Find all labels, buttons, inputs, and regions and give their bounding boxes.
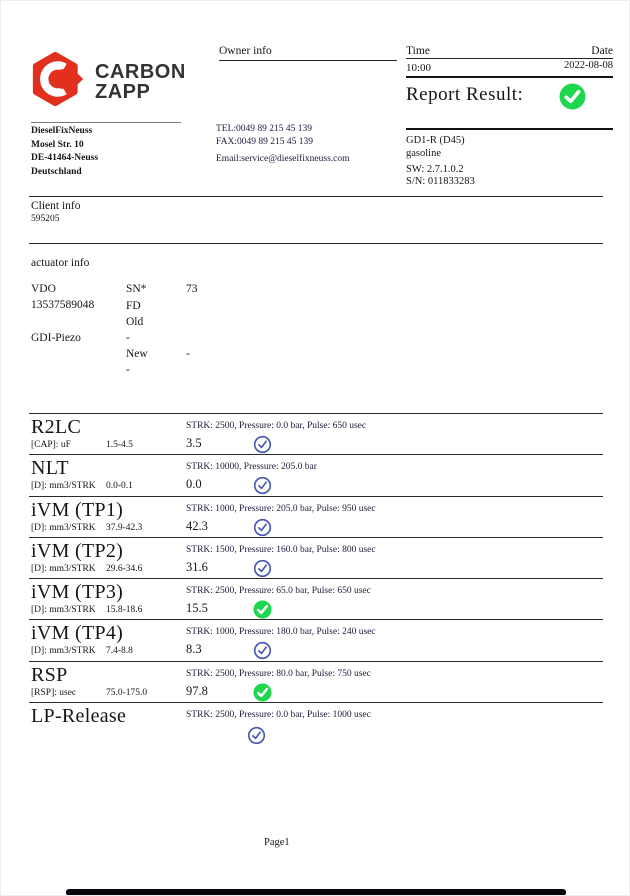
test-unit-label: [RSP]: usec xyxy=(31,687,77,698)
owner-info-heading: Owner info xyxy=(219,45,397,61)
test-value: 15.5 xyxy=(186,601,208,616)
test-value: 3.5 xyxy=(186,436,202,450)
test-parameters: STRK: 1500, Pressure: 160.0 bar, Pulse: 800 usec xyxy=(186,544,376,555)
test-parameters: STRK: 1000, Pressure: 205.0 bar, Pulse: 950 usec xyxy=(186,503,376,514)
owner-country: Deutschland xyxy=(31,166,82,177)
test-range: 1.5-4.5 xyxy=(106,440,133,450)
actuator-info-heading: actuator info xyxy=(31,257,90,269)
test-parameters: STRK: 10000, Pressure: 205.0 bar xyxy=(186,462,317,473)
test-row xyxy=(29,413,603,454)
test-row xyxy=(29,496,603,537)
actuator-part-number: 13537589048 xyxy=(31,299,95,311)
test-name: R2LC xyxy=(31,416,82,438)
test-row xyxy=(29,619,603,660)
test-name: NLT xyxy=(31,457,69,480)
test-name: iVM (TP3) xyxy=(31,581,124,604)
test-unit-label: [D]: mm3/STRK xyxy=(31,522,96,533)
test-parameters: STRK: 2500, Pressure: 0.0 bar, Pulse: 1000 usec xyxy=(186,710,371,721)
section-divider xyxy=(29,243,603,244)
test-range: 0.0-0.1 xyxy=(106,481,133,492)
test-row xyxy=(29,702,603,743)
test-unit-label: [D]: mm3/STRK xyxy=(31,646,96,657)
test-value: 8.3 xyxy=(186,642,202,657)
test-range: 29.6-34.6 xyxy=(106,563,143,574)
client-id: 595205 xyxy=(31,214,60,224)
test-unit-label: [D]: mm3/STRK xyxy=(31,481,96,492)
test-table xyxy=(29,413,603,743)
actuator-fd-label: FD xyxy=(126,300,141,312)
owner-tel: TEL:0049 89 215 45 139 xyxy=(216,124,313,134)
client-info-heading: Client info xyxy=(31,200,81,212)
actuator-new-value: - xyxy=(186,348,190,360)
pass-check-icon xyxy=(253,476,272,495)
test-name: iVM (TP4) xyxy=(31,622,124,645)
owner-name: DieselFixNeuss xyxy=(31,126,93,136)
section-divider xyxy=(29,196,603,197)
test-unit-label: [D]: mm3/STRK xyxy=(31,605,96,616)
machine-serial: S/N: 011833283 xyxy=(406,176,475,187)
actuator-sn-value: 73 xyxy=(186,283,198,295)
test-name: iVM (TP1) xyxy=(31,498,124,521)
actuator-brand: VDO xyxy=(31,283,56,295)
pass-check-icon xyxy=(253,641,272,660)
time-label: Time xyxy=(406,45,430,57)
test-range: 7.4-8.8 xyxy=(106,646,133,657)
owner-email: Email:service@dieselfixneuss.com xyxy=(216,154,350,164)
owner-city: DE-41464-Neuss xyxy=(31,153,99,163)
test-parameters: STRK: 2500, Pressure: 65.0 bar, Pulse: 650 usec xyxy=(186,586,371,597)
machine-software: SW: 2.7.1.0.2 xyxy=(406,164,464,175)
time-date-block xyxy=(406,45,613,78)
actuator-sn-label: SN* xyxy=(126,283,147,295)
test-value: 31.6 xyxy=(186,559,208,574)
test-name: iVM (TP2) xyxy=(31,539,124,562)
test-value: 0.0 xyxy=(186,477,202,492)
bottom-nav-bar[interactable] xyxy=(66,889,566,896)
owner-fax: FAX:0049 89 215 45 139 xyxy=(216,137,313,147)
test-range: 15.8-18.6 xyxy=(106,605,143,616)
report-result-pass-icon xyxy=(559,83,586,115)
carbon-zapp-logo-icon xyxy=(31,51,87,112)
test-value: 97.8 xyxy=(186,683,208,698)
logo-wordmark: CARBON ZAPP xyxy=(95,60,186,103)
pass-check-icon xyxy=(253,559,272,578)
test-range: 37.9-42.3 xyxy=(106,522,143,533)
test-value: 42.3 xyxy=(186,518,208,533)
date-label: Date xyxy=(591,45,613,57)
actuator-old-label: Old xyxy=(126,316,144,328)
machine-divider xyxy=(406,128,613,130)
actuator-fd-value: - xyxy=(126,364,130,376)
test-row xyxy=(29,537,603,578)
owner-street: Mosel Str. 10 xyxy=(31,139,84,150)
pass-check-icon xyxy=(253,435,272,454)
machine-fuel: gasoline xyxy=(406,148,441,159)
machine-info xyxy=(406,134,475,188)
actuator-new-label: New xyxy=(126,348,148,360)
test-row xyxy=(29,661,603,702)
page-number: Page1 xyxy=(264,837,290,848)
time-value: 10:00 xyxy=(406,62,432,74)
report-result-label: Report Result: xyxy=(406,84,524,105)
machine-model: GD1-R (D45) xyxy=(406,135,465,146)
test-name: LP-Release xyxy=(31,705,127,728)
test-unit-label: [CAP]: uF xyxy=(31,440,71,450)
test-parameters: STRK: 1000, Pressure: 180.0 bar, Pulse: 240 usec xyxy=(186,627,376,638)
test-unit-label: [D]: mm3/STRK xyxy=(31,563,96,574)
test-row xyxy=(29,454,603,495)
pass-check-icon-green xyxy=(253,683,272,702)
test-range: 75.0-175.0 xyxy=(106,687,148,698)
carbon-zapp-logo xyxy=(31,51,186,112)
test-parameters: STRK: 2500, Pressure: 80.0 bar, Pulse: 750 usec xyxy=(186,668,371,679)
pass-check-icon-green xyxy=(253,600,272,619)
pass-check-icon xyxy=(253,518,272,537)
date-value: 2022-08-08 xyxy=(564,60,613,71)
test-name: RSP xyxy=(31,663,68,686)
owner-divider xyxy=(31,122,181,123)
test-row xyxy=(29,578,603,619)
pass-check-icon xyxy=(247,726,266,745)
owner-address xyxy=(31,125,98,179)
test-parameters: STRK: 2500, Pressure: 0.0 bar, Pulse: 650 usec xyxy=(186,421,367,431)
actuator-old-value: - xyxy=(126,332,130,344)
actuator-type: GDI-Piezo xyxy=(31,332,81,344)
